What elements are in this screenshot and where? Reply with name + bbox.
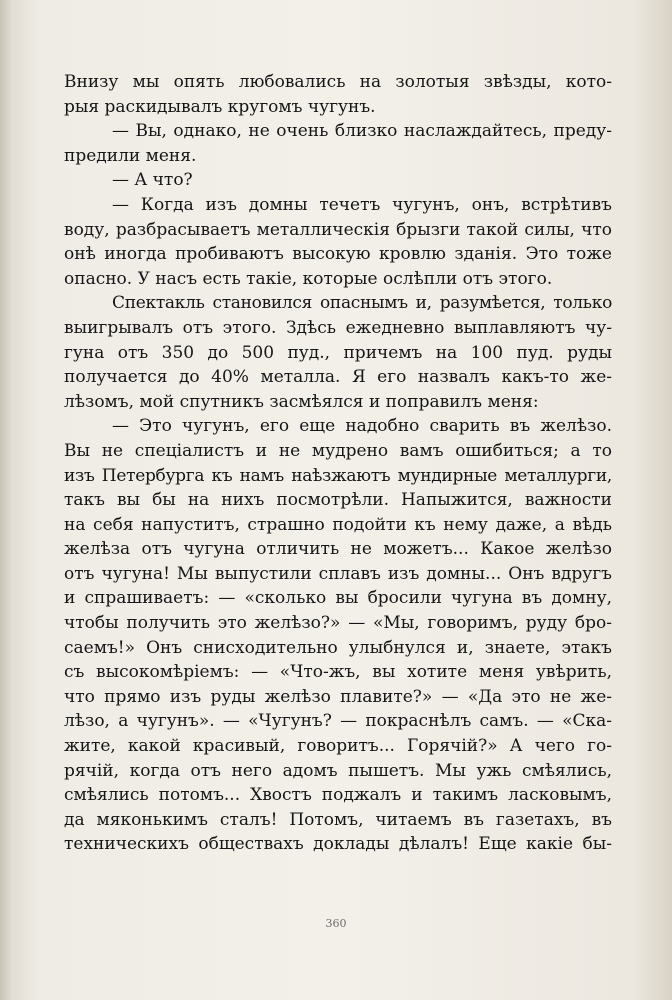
text-line: отъ чугуна! Мы выпустили сплавъ изъ домны... Онъ вдругъ (64, 563, 612, 584)
text-line: изъ Петербурга къ намъ наѣзжаютъ мундирные металлурги, (64, 465, 612, 486)
text-line: предили меня. (64, 145, 197, 166)
body-text (64, 70, 612, 857)
text-line: — А что? (112, 170, 193, 191)
text-line: воду, разбрасываетъ металлическія брызги такой силы, что (64, 219, 612, 240)
text-line: да мяконькимъ сталъ! Потомъ, читаемъ въ газетахъ, въ (64, 809, 612, 830)
text-line: получается до 40% металла. Я его назвалъ какъ-то же- (64, 367, 612, 388)
text-line: гуна отъ 350 до 500 пуд., причемъ на 100 пуд. руды (64, 342, 612, 363)
text-line: что прямо изъ руды желѣзо плавите?» — «Да это не же- (64, 686, 612, 707)
page-edge-shadow (0, 0, 14, 1000)
text-line: рыя раскидывалъ кругомъ чугунъ. (64, 96, 376, 117)
text-line: жите, какой красивый, говоритъ... Горячій?» А чего го- (64, 736, 612, 757)
text-line: онѣ иногда пробиваютъ высокую кровлю зданія. Это тоже (64, 244, 612, 265)
text-line: Вы не спеціалистъ и не мудрено вамъ ошибиться; а то (64, 440, 612, 461)
text-line: Спектакль становился опаснымъ и, разумѣется, только (112, 293, 612, 314)
text-line: техническихъ обществахъ доклады дѣлалъ! Еще какіе бы- (64, 834, 612, 855)
text-line: съ высокомѣріемъ: — «Что-жъ, вы хотите меня увѣрить, (64, 662, 612, 683)
text-line: — Это чугунъ, его еще надобно сварить въ желѣзо. (112, 416, 612, 437)
text-line: саемъ!» Онъ снисходительно улыбнулся и, знаете, этакъ (64, 637, 612, 658)
text-line: такъ вы бы на нихъ посмотрѣли. Напыжится, важности (64, 490, 612, 511)
text-line: выигрывалъ отъ этого. Здѣсь ежедневно выплавляютъ чу- (64, 317, 612, 338)
text-line: чтобы получить это желѣзо?» — «Мы, говоримъ, руду бро- (64, 613, 612, 634)
text-line: — Когда изъ домны течетъ чугунъ, онъ, встрѣтивъ (112, 194, 612, 215)
text-line: опасно. У насъ есть такіе, которые ослѣпли отъ этого. (64, 268, 553, 289)
text-line: рячій, когда отъ него адомъ пышетъ. Мы ужь смѣялись, (64, 760, 612, 781)
text-line: Внизу мы опять любовались на золотыя звѣзды, кото- (64, 72, 612, 92)
text-line: лѣзомъ, мой спутникъ засмѣялся и поправилъ меня: (64, 391, 539, 412)
text-line: желѣза отъ чугуна отличить не можетъ... Какое желѣзо (64, 539, 612, 560)
text-line: и спрашиваетъ: — «сколько вы бросили чугуна въ домну, (64, 588, 612, 609)
text-line: на себя напуститъ, страшно подойти къ нему даже, а вѣдь (64, 514, 612, 535)
text-line: — Вы, однако, не очень близко наслаждайтесь, преду- (112, 121, 612, 142)
page-number: 360 (325, 917, 347, 930)
text-line: лѣзо, а чугунъ». — «Чугунъ? — покраснѣлъ самъ. — «Ска- (64, 711, 612, 732)
text-line: смѣялись потомъ... Хвостъ поджалъ и такимъ ласковымъ, (64, 785, 612, 806)
